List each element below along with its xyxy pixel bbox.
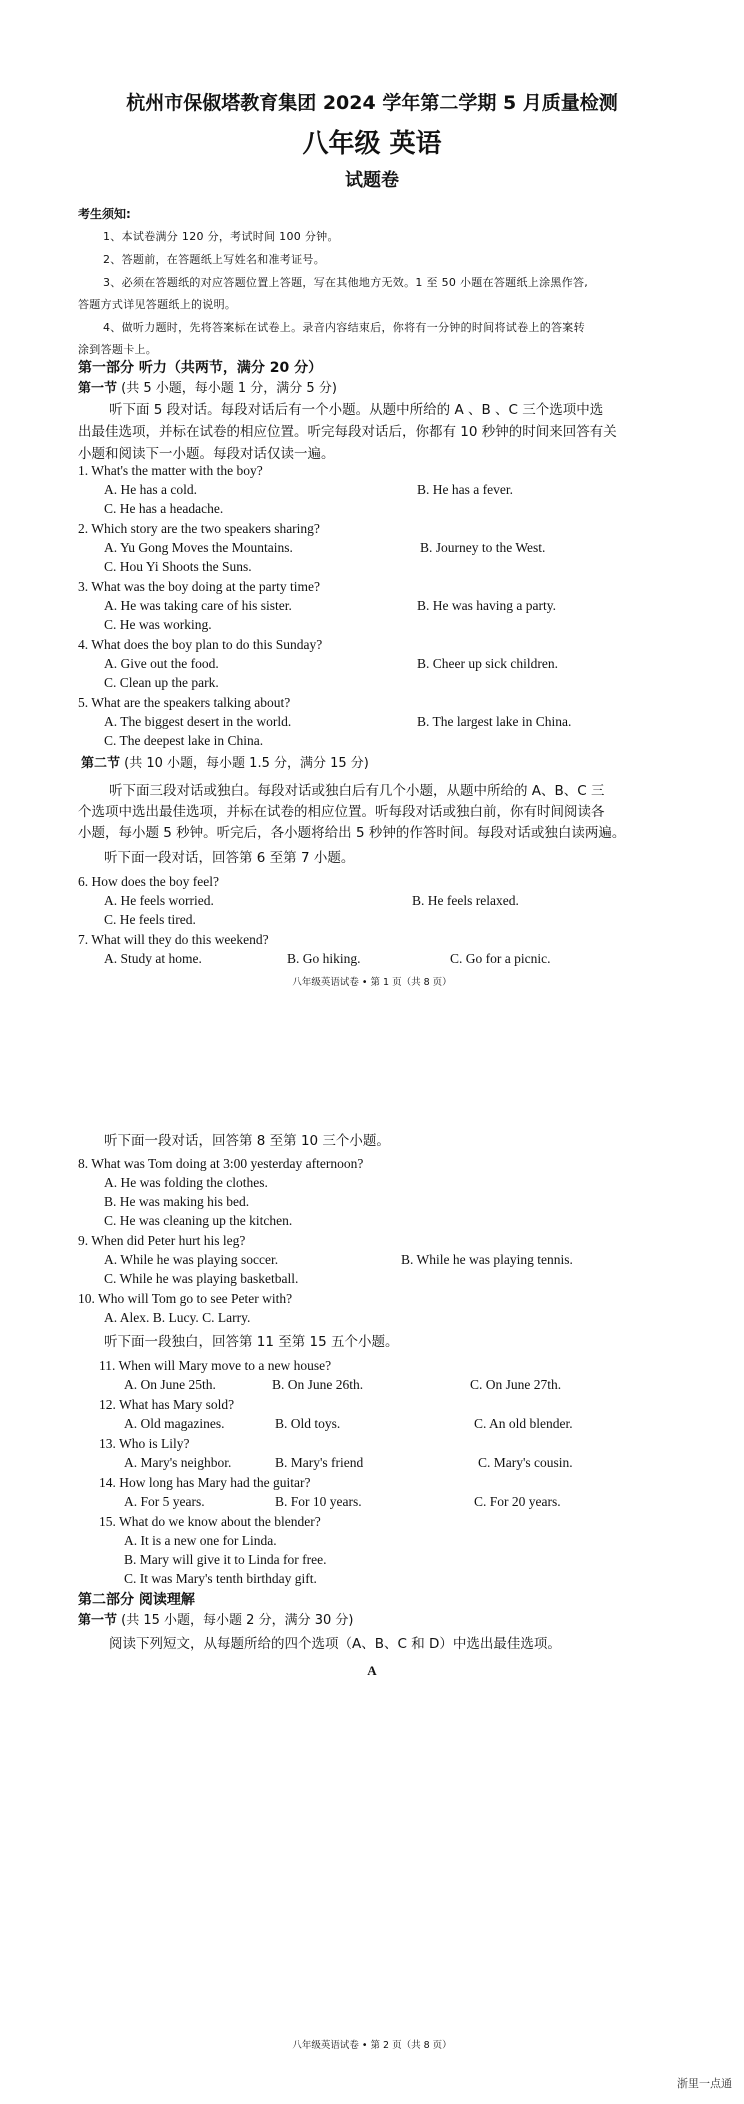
page-footer-2: 八年级英语试卷 • 第 2 页（共 8 页） [292,2040,452,2051]
page-footer-1: 八年级英语试卷 • 第 1 页（共 8 页） [292,977,452,988]
part2-section-label: 第一节 [78,1613,118,1628]
watermark-text: 浙里一点通 [677,2077,732,2090]
option-13c: C. Mary's cousin. [478,1455,573,1470]
question-15: 15. What do we know about the blender? [99,1514,321,1529]
option-13a: A. Mary's neighbor. [124,1455,232,1470]
option-9b: B. While he was playing tennis. [401,1252,573,1267]
section2-instruction: 小题，每小题 5 秒钟。听完后，各小题将给出 5 秒钟的作答时间。每段对话或独白读两遍。 [78,825,626,841]
section1-info: (共 5 小题，每小题 1 分，满分 5 分) [121,381,337,396]
option-6c: C. He feels tired. [104,912,196,927]
question-9: 9. When did Peter hurt his leg? [78,1233,246,1248]
question-13: 13. Who is Lily? [99,1436,190,1451]
option-5a: A. The biggest desert in the world. [104,714,292,729]
option-12a: A. Old magazines. [124,1416,225,1431]
section2-info: (共 10 小题，每小题 1.5 分，满分 15 分) [124,756,369,771]
option-2a: A. Yu Gong Moves the Mountains. [104,540,293,555]
option-7c: C. Go for a picnic. [450,951,551,966]
question-10: 10. Who will Tom go to see Peter with? [78,1291,293,1306]
option-9c: C. While he was playing basketball. [104,1271,299,1286]
part1-title: 第一部分 听力（共两节，满分 20 分） [78,360,323,376]
notice-item: 答题方式详见答题纸上的说明。 [78,298,237,311]
option-11c: C. On June 27th. [470,1377,562,1392]
option-15a: A. It is a new one for Linda. [124,1533,277,1548]
option-3a: A. He was taking care of his sister. [104,598,292,613]
option-8a: A. He was folding the clothes. [104,1175,268,1190]
section1-header [78,377,337,396]
question-12: 12. What has Mary sold? [99,1397,235,1412]
exam-title: 杭州市保俶塔教育集团 2024 学年第二学期 5 月质量检测 [126,92,618,114]
section2-instruction: 个选项中选出最佳选项，并标在试卷的相应位置。听每段对话或独白前，你有时间阅读各 [78,804,605,820]
section1-label: 第一节 [78,381,118,396]
part2-section-info: (共 15 小题，每小题 2 分，满分 30 分) [121,1613,354,1628]
option-7a: A. Study at home. [104,951,202,966]
option-12c: C. An old blender. [474,1416,573,1431]
question-4: 4. What does the boy plan to do this Sunday? [78,637,323,652]
question-5: 5. What are the speakers talking about? [78,695,291,710]
question-8: 8. What was Tom doing at 3:00 yesterday afternoon? [78,1156,364,1171]
notice-item: 3、必须在答题纸的对应答题位置上答题，写在其他地方无效。1 至 50 小题在答题纸上涂黑作答, [103,276,589,289]
option-3b: B. He was having a party. [417,598,556,613]
option-8b: B. He was making his bed. [104,1194,250,1209]
options-10: A. Alex. B. Lucy. C. Larry. [104,1310,251,1325]
option-7b: B. Go hiking. [287,951,361,966]
part2-title: 第二部分 阅读理解 [78,1592,195,1608]
listen-instruction-8-10: 听下面一段对话，回答第 8 至第 10 三个小题。 [104,1133,390,1149]
option-5c: C. The deepest lake in China. [104,733,264,748]
question-2: 2. Which story are the two speakers sharing? [78,521,320,536]
part2-instruction: 阅读下列短文，从每题所给的四个选项（A、B、C 和 D）中选出最佳选项。 [109,1636,561,1652]
option-4c: C. Clean up the park. [104,675,219,690]
option-4b: B. Cheer up sick children. [417,656,558,671]
option-15c: C. It was Mary's tenth birthday gift. [124,1571,317,1586]
notice-item: 涂到答题卡上。 [78,343,158,356]
option-12b: B. Old toys. [275,1416,341,1431]
option-1a: A. He has a cold. [104,482,197,497]
option-14b: B. For 10 years. [275,1494,362,1509]
option-15b: B. Mary will give it to Linda for free. [124,1552,327,1567]
option-6b: B. He feels relaxed. [412,893,519,908]
notice-item: 4、做听力题时，先将答案标在试卷上。录音内容结束后，你将有一分钟的时间将试卷上的答案转 [103,321,585,334]
section1-instruction: 听下面 5 段对话。每段对话后有一个小题。从题中所给的 A 、B 、C 三个选项中选 [109,402,604,418]
part2-section-header [78,1609,353,1628]
paper-type: 试题卷 [345,170,399,191]
option-14a: A. For 5 years. [124,1494,205,1509]
option-5b: B. The largest lake in China. [417,714,572,729]
question-11: 11. When will Mary move to a new house? [99,1358,332,1373]
grade-subject: 八年级 英语 [302,129,442,159]
option-9a: A. While he was playing soccer. [104,1252,279,1267]
option-1c: C. He has a headache. [104,501,224,516]
question-6: 6. How does the boy feel? [78,874,219,889]
option-14c: C. For 20 years. [474,1494,561,1509]
option-11b: B. On June 26th. [272,1377,364,1392]
notice-heading: 考生须知: [78,207,131,221]
option-4a: A. Give out the food. [104,656,219,671]
section2-label: 第二节 [81,756,121,771]
notice-item: 2、答题前，在答题纸上写姓名和准考证号。 [103,253,325,266]
listen-instruction-11-15: 听下面一段独白，回答第 11 至第 15 五个小题。 [104,1334,399,1350]
option-1b: B. He has a fever. [417,482,513,497]
section2-header [81,752,369,771]
option-2c: C. Hou Yi Shoots the Suns. [104,559,252,574]
passage-label: A [367,1663,377,1678]
question-7: 7. What will they do this weekend? [78,932,269,947]
section1-instruction: 出最佳选项，并标在试卷的相应位置。听完每段对话后，你都有 10 秒钟的时间来回答有关 [78,424,617,440]
question-1: 1. What's the matter with the boy? [78,463,263,478]
question-14: 14. How long has Mary had the guitar? [99,1475,311,1490]
notice-item: 1、本试卷满分 120 分，考试时间 100 分钟。 [103,230,339,243]
section2-instruction: 听下面三段对话或独白。每段对话或独白后有几个小题，从题中所给的 A、B、C 三 [109,783,605,799]
section1-instruction: 小题和阅读下一小题。每段对话仅读一遍。 [78,446,335,462]
option-13b: B. Mary's friend [275,1455,364,1470]
question-3: 3. What was the boy doing at the party time? [78,579,320,594]
option-2b: B. Journey to the West. [420,540,546,555]
option-8c: C. He was cleaning up the kitchen. [104,1213,293,1228]
option-11a: A. On June 25th. [124,1377,216,1392]
option-3c: C. He was working. [104,617,212,632]
listen-instruction-6-7: 听下面一段对话，回答第 6 至第 7 小题。 [104,850,355,866]
option-6a: A. He feels worried. [104,893,214,908]
